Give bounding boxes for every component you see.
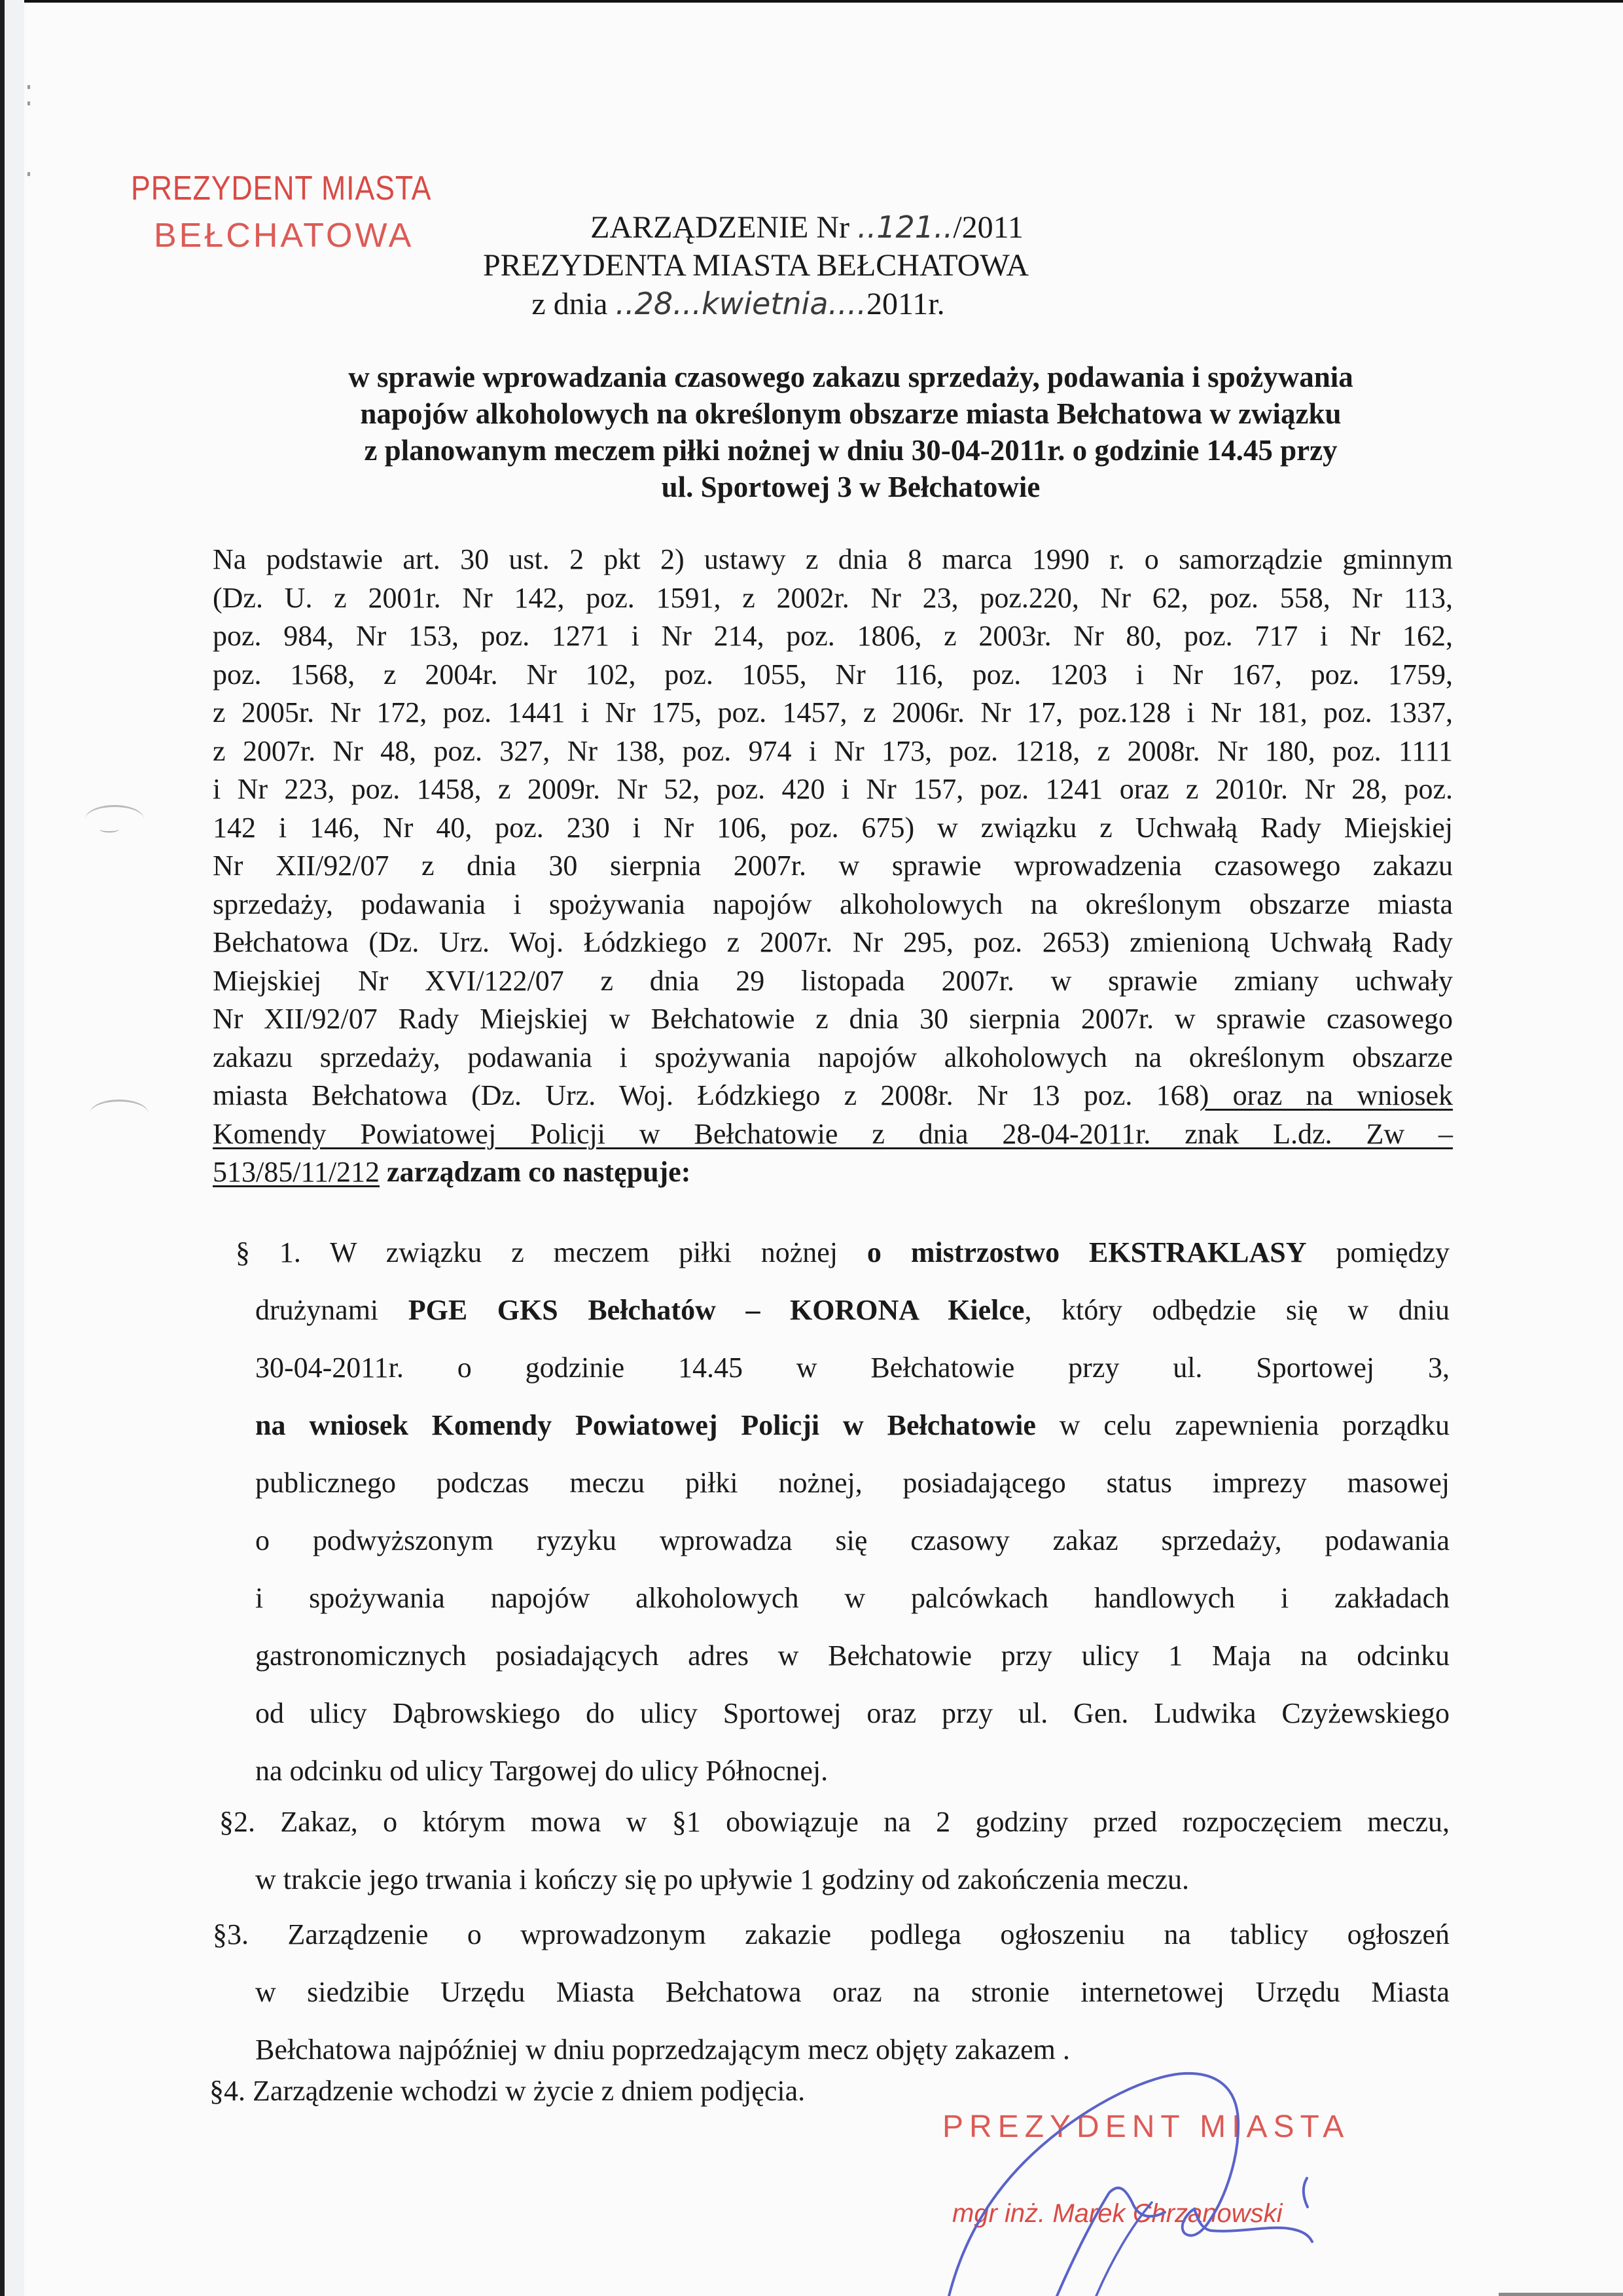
section-line: o podwyższonym ryzyku wprowadza się czasowy zakaz sprzedaży, podawania xyxy=(255,1524,1450,1556)
basis-line: (Dz. U. z 2001r. Nr 142, poz. 1591, z 2002r. Nr 23, poz.220, Nr 62, poz. 558, Nr 113, xyxy=(213,581,1453,614)
basis-line: Nr XII/92/07 Rady Miejskiej w Bełchatowie z dnia 30 sierpnia 2007r. w sprawie czasowego xyxy=(213,1003,1453,1035)
scan-border-bottom xyxy=(1499,2293,1623,2296)
signature-stamp-name: mgr inż. Marek Chrzanowski xyxy=(952,2199,1283,2228)
margin-speck xyxy=(27,85,30,89)
basis-line: z 2005r. Nr 172, poz. 1441 i Nr 175, poz. 1457, z 2006r. Nr 17, poz.128 i Nr 181, poz. 1337, xyxy=(213,696,1453,728)
basis-line: i Nr 223, poz. 1458, z 2009r. Nr 52, poz. 420 i Nr 157, poz. 1241 oraz z 2010r. Nr 28, poz. xyxy=(213,773,1453,805)
document-issuer: PREZYDENTA MIASTA BEŁCHATOWA xyxy=(482,248,1029,283)
subject-line: w sprawie wprowadzania czasowego zakazu sprzedaży, podawania i spożywania xyxy=(348,361,1353,393)
subject-line: napojów alkoholowych na określonym obszarze miasta Bełchatowa w związku xyxy=(360,397,1342,430)
basis-line: z 2007r. Nr 48, poz. 327, Nr 138, poz. 974 i Nr 173, poz. 1218, z 2008r. Nr 180, poz. 1111 xyxy=(213,734,1453,767)
handwritten-number: ..121.. xyxy=(857,209,954,245)
section-1 xyxy=(236,1224,1450,1800)
section-line: gastronomicznych posiadających adres w Bełchatowie przy ulicy 1 Maja na odcinku xyxy=(255,1640,1450,1672)
basis-line: 142 i 146, Nr 40, poz. 230 i Nr 106, poz. 675) w związku z Uchwałą Rady Miejskiej xyxy=(213,811,1453,844)
handwritten-signature-icon xyxy=(936,2062,1342,2296)
section-line: Bełchatowa najpóźniej w dniu poprzedzającym mecz objęty zakazem . xyxy=(255,2034,1070,2066)
document-header xyxy=(0,208,1623,323)
basis-line: Miejskiej Nr XVI/122/07 z dnia 29 listopada 2007r. w sprawie zmiany uchwały xyxy=(213,964,1453,997)
section-line: drużynami PGE GKS Bełchatów – KORONA Kielce, który odbędzie się w dniu xyxy=(255,1294,1450,1326)
scan-border-top xyxy=(0,0,1623,3)
basis-line: sprzedaży, podawania i spożywania napojów alkoholowych na określonym obszarze miasta xyxy=(213,888,1453,920)
section-line: na wniosek Komendy Powiatowej Policji w Bełchatowie w celu zapewnienia porządku xyxy=(255,1409,1450,1441)
basis-line: Bełchatowa (Dz. Urz. Woj. Łódzkiego z 2007r. Nr 295, poz. 2653) zmienioną Uchwałą Rady xyxy=(213,926,1453,958)
basis-line: miasta Bełchatowa (Dz. Urz. Woj. Łódzkiego z 2008r. Nr 13 poz. 168) oraz na wniosek xyxy=(213,1079,1454,1111)
decree-phrase: zarządzam co następuje: xyxy=(380,1156,691,1188)
section-line: na odcinku od ulicy Targowej do ulicy Północnej. xyxy=(255,1755,829,1787)
basis-line: poz. 1568, z 2004r. Nr 102, poz. 1055, Nr 116, poz. 1203 i Nr 167, poz. 1759, xyxy=(213,658,1453,691)
underlined-police-request: Komendy Powiatowej Policji w Bełchatowie z dnia 28-04-2011r. znak L.dz. Zw – xyxy=(213,1117,1453,1150)
basis-line: Na podstawie art. 30 ust. 2 pkt 2) ustawy z dnia 8 marca 1990 r. o samorządzie gminnym xyxy=(213,543,1453,575)
punch-hole-mark xyxy=(90,1100,149,1128)
basis-line: zakazu sprzedaży, podawania i spożywania napojów alkoholowych na określonym obszarze xyxy=(213,1041,1453,1073)
stamp-president-line2: BEŁCHATOWA xyxy=(154,217,414,255)
scan-border-left xyxy=(0,0,5,2296)
margin-speck xyxy=(27,101,30,105)
subject-line: ul. Sportowej 3 w Bełchatowie xyxy=(661,471,1041,503)
margin-speck xyxy=(27,172,30,176)
section-line: §4. Zarządzenie wchodzi w życie z dniem podjęcia. xyxy=(209,2075,806,2107)
reference-number: 513/85/11/212 xyxy=(213,1156,380,1188)
section-2 xyxy=(219,1793,1450,1909)
document-date: z dnia ..28...kwietnia....2011r. xyxy=(531,286,945,321)
basis-line xyxy=(213,1153,1453,1192)
teams: PGE GKS Bełchatów – KORONA Kielce xyxy=(408,1294,1025,1326)
document-subject xyxy=(262,359,1440,505)
section-line: publicznego podczas meczu piłki nożnej, posiadającego status imprezy masowej xyxy=(255,1467,1450,1499)
section-line: §3. Zarządzenie o wprowadzonym zakazie podlega ogłoszeniu na tablicy ogłoszeń xyxy=(213,1918,1450,1950)
handwritten-date: ..28...kwietnia.... xyxy=(615,286,867,321)
punch-hole-mark xyxy=(99,826,119,833)
basis-line: poz. 984, Nr 153, poz. 1271 i Nr 214, poz. 1806, z 2003r. Nr 80, poz. 717 i Nr 162, xyxy=(213,620,1453,652)
section-line: 30-04-2011r. o godzinie 14.45 w Bełchatowie przy ul. Sportowej 3, xyxy=(255,1352,1450,1384)
section-3 xyxy=(213,1906,1450,2079)
signature-stamp-title: PREZYDENT MIASTA xyxy=(942,2109,1350,2144)
section-line: § 1. W związku z meczem piłki nożnej o mistrzostwo EKSTRAKLASY pomiędzy xyxy=(236,1236,1450,1268)
section-line: w trakcie jego trwania i kończy się po upływie 1 godziny od zakończenia meczu. xyxy=(255,1863,1190,1895)
section-4 xyxy=(209,2072,929,2111)
section-line: od ulicy Dąbrowskiego do ulicy Sportowej oraz przy ul. Gen. Ludwika Czyżewskiego xyxy=(255,1697,1450,1729)
scan-shadow-left xyxy=(5,0,24,2296)
underlined-police-request: ) oraz na wniosek xyxy=(1199,1079,1454,1111)
section-line: i spożywania napojów alkoholowych w palcówkach handlowych i zakładach xyxy=(255,1582,1450,1614)
section-line: §2. Zakaz, o którym mowa w §1 obowiązuje na 2 godziny przed rozpoczęciem meczu, xyxy=(219,1806,1450,1838)
stamp-president-line1: PREZYDENT MIASTA xyxy=(131,170,432,207)
section-line: w siedzibie Urzędu Miasta Bełchatowa oraz na stronie internetowej Urzędu Miasta xyxy=(255,1976,1450,2008)
legal-basis-paragraph xyxy=(213,541,1453,1192)
subject-line: z planowanym meczem piłki nożnej w dniu 30-04-2011r. o godzinie 14.45 przy xyxy=(364,434,1338,467)
document-title: ZARZĄDZENIE Nr ..121../2011 xyxy=(590,209,1024,245)
basis-line: Nr XII/92/07 z dnia 30 sierpnia 2007r. w sprawie wprowadzenia czasowego zakazu xyxy=(213,850,1453,882)
